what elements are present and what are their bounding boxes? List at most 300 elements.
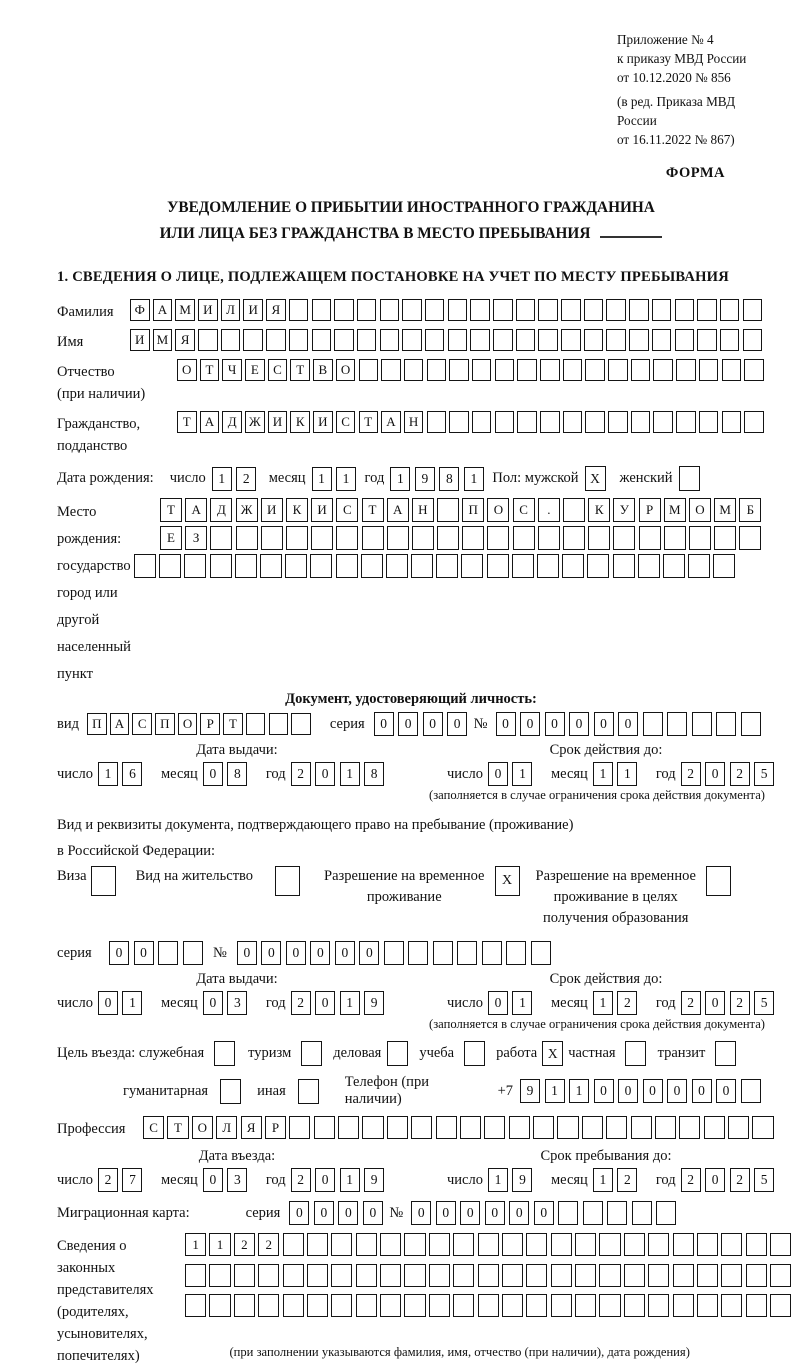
- form-cell[interactable]: [433, 941, 453, 965]
- purpose-other-checkbox[interactable]: [298, 1079, 319, 1104]
- form-cell[interactable]: [516, 299, 536, 321]
- form-cell[interactable]: 3: [227, 1168, 247, 1192]
- form-cell[interactable]: Т: [223, 713, 243, 735]
- form-cell[interactable]: [652, 299, 672, 321]
- form-cell[interactable]: [427, 411, 447, 433]
- form-cell[interactable]: [584, 299, 604, 321]
- form-cell[interactable]: [286, 526, 308, 550]
- form-cell[interactable]: [359, 359, 379, 381]
- form-cell[interactable]: 0: [98, 991, 118, 1015]
- surname-input[interactable]: [130, 299, 765, 321]
- form-cell[interactable]: О: [192, 1116, 213, 1139]
- form-cell[interactable]: Р: [200, 713, 220, 735]
- form-cell[interactable]: А: [153, 299, 173, 321]
- form-cell[interactable]: [269, 713, 289, 735]
- form-cell[interactable]: [472, 411, 492, 433]
- form-cell[interactable]: [198, 329, 218, 351]
- form-cell[interactable]: 0: [488, 762, 508, 786]
- form-cell[interactable]: [470, 299, 490, 321]
- form-cell[interactable]: [449, 359, 469, 381]
- form-cell[interactable]: [721, 1233, 742, 1256]
- form-cell[interactable]: [741, 712, 761, 736]
- form-cell[interactable]: [648, 1294, 669, 1317]
- purpose-tourism-checkbox[interactable]: [301, 1041, 322, 1066]
- form-cell[interactable]: [675, 329, 695, 351]
- form-cell[interactable]: Л: [216, 1116, 237, 1139]
- form-cell[interactable]: [362, 1116, 383, 1139]
- form-cell[interactable]: [283, 1233, 304, 1256]
- form-cell[interactable]: [495, 359, 515, 381]
- form-cell[interactable]: 1: [512, 762, 532, 786]
- form-cell[interactable]: [697, 299, 717, 321]
- form-cell[interactable]: 2: [681, 991, 701, 1015]
- form-cell[interactable]: 2: [681, 1168, 701, 1192]
- form-cell[interactable]: Б: [739, 498, 761, 522]
- form-cell[interactable]: [697, 1264, 718, 1287]
- form-cell[interactable]: [429, 1294, 450, 1317]
- form-cell[interactable]: [629, 299, 649, 321]
- form-cell[interactable]: 8: [227, 762, 247, 786]
- form-cell[interactable]: [599, 1264, 620, 1287]
- id-valid-year-input[interactable]: [681, 762, 779, 786]
- form-cell[interactable]: [516, 329, 536, 351]
- form-cell[interactable]: С: [268, 359, 288, 381]
- form-cell[interactable]: 6: [122, 762, 142, 786]
- id-kind-input[interactable]: [87, 713, 314, 735]
- id-issue-day-input[interactable]: [98, 762, 147, 786]
- form-cell[interactable]: 0: [423, 712, 443, 736]
- form-cell[interactable]: 2: [291, 1168, 311, 1192]
- form-cell[interactable]: [558, 1201, 578, 1225]
- form-cell[interactable]: [502, 1264, 523, 1287]
- form-cell[interactable]: Ж: [236, 498, 258, 522]
- form-cell[interactable]: Л: [221, 299, 241, 321]
- form-cell[interactable]: 1: [312, 467, 332, 491]
- form-cell[interactable]: 0: [109, 941, 129, 965]
- form-cell[interactable]: [714, 526, 736, 550]
- purpose-transit-checkbox[interactable]: [715, 1041, 736, 1066]
- mig-series-input[interactable]: [289, 1201, 387, 1225]
- representatives-input-row1[interactable]: [185, 1233, 794, 1256]
- form-cell[interactable]: [653, 411, 673, 433]
- form-cell[interactable]: [692, 712, 712, 736]
- form-cell[interactable]: [331, 1294, 352, 1317]
- form-cell[interactable]: С: [132, 713, 152, 735]
- form-cell[interactable]: [599, 1233, 620, 1256]
- sex-male-checkbox[interactable]: [585, 466, 606, 491]
- form-cell[interactable]: 0: [261, 941, 281, 965]
- form-cell[interactable]: [722, 359, 742, 381]
- form-cell[interactable]: [158, 941, 178, 965]
- form-cell[interactable]: [464, 1041, 485, 1066]
- form-cell[interactable]: [561, 299, 581, 321]
- form-cell[interactable]: [266, 329, 286, 351]
- form-cell[interactable]: [307, 1294, 328, 1317]
- form-cell[interactable]: [679, 466, 700, 491]
- form-cell[interactable]: 0: [485, 1201, 505, 1225]
- form-cell[interactable]: 1: [512, 991, 532, 1015]
- mig-number-input[interactable]: [411, 1201, 681, 1225]
- form-cell[interactable]: [704, 1116, 725, 1139]
- form-cell[interactable]: 8: [364, 762, 384, 786]
- form-cell[interactable]: [387, 1041, 408, 1066]
- form-cell[interactable]: [478, 1294, 499, 1317]
- form-cell[interactable]: 0: [289, 1201, 309, 1225]
- form-cell[interactable]: Т: [290, 359, 310, 381]
- form-cell[interactable]: [331, 1233, 352, 1256]
- form-cell[interactable]: [429, 1233, 450, 1256]
- form-cell[interactable]: [448, 329, 468, 351]
- form-cell[interactable]: [495, 411, 515, 433]
- form-cell[interactable]: 5: [754, 762, 774, 786]
- form-cell[interactable]: [631, 359, 651, 381]
- form-cell[interactable]: 2: [98, 1168, 118, 1192]
- form-cell[interactable]: [412, 526, 434, 550]
- form-cell[interactable]: [689, 526, 711, 550]
- form-cell[interactable]: [220, 1079, 241, 1104]
- form-cell[interactable]: 0: [315, 1168, 335, 1192]
- form-cell[interactable]: [185, 1294, 206, 1317]
- form-cell[interactable]: [551, 1294, 572, 1317]
- form-cell[interactable]: [743, 299, 763, 321]
- form-cell[interactable]: Т: [200, 359, 220, 381]
- representatives-input-row3[interactable]: [185, 1294, 794, 1317]
- form-cell[interactable]: [487, 526, 509, 550]
- form-cell[interactable]: [380, 1294, 401, 1317]
- form-cell[interactable]: [608, 359, 628, 381]
- residence-permit-checkbox[interactable]: [275, 866, 300, 896]
- form-cell[interactable]: [184, 554, 206, 578]
- form-cell[interactable]: [336, 554, 358, 578]
- form-cell[interactable]: [235, 554, 257, 578]
- form-cell[interactable]: [613, 526, 635, 550]
- form-cell[interactable]: [557, 1116, 578, 1139]
- form-cell[interactable]: И: [313, 411, 333, 433]
- form-cell[interactable]: 3: [227, 991, 247, 1015]
- form-cell[interactable]: 9: [364, 991, 384, 1015]
- form-cell[interactable]: 1: [98, 762, 118, 786]
- form-cell[interactable]: [721, 1264, 742, 1287]
- form-cell[interactable]: [183, 941, 203, 965]
- form-cell[interactable]: Ж: [245, 411, 265, 433]
- form-cell[interactable]: [307, 1233, 328, 1256]
- form-cell[interactable]: [356, 1233, 377, 1256]
- form-cell[interactable]: 1: [185, 1233, 206, 1256]
- form-cell[interactable]: [258, 1264, 279, 1287]
- id-issue-year-input[interactable]: [291, 762, 389, 786]
- form-cell[interactable]: И: [130, 329, 150, 351]
- form-cell[interactable]: [697, 1294, 718, 1317]
- form-cell[interactable]: 0: [705, 991, 725, 1015]
- form-cell[interactable]: [214, 1041, 235, 1066]
- form-cell[interactable]: [538, 526, 560, 550]
- form-cell[interactable]: 0: [237, 941, 257, 965]
- form-cell[interactable]: 0: [203, 991, 223, 1015]
- form-cell[interactable]: [185, 1264, 206, 1287]
- form-cell[interactable]: [210, 554, 232, 578]
- form-cell[interactable]: [526, 1233, 547, 1256]
- form-cell[interactable]: [449, 411, 469, 433]
- form-cell[interactable]: 1: [340, 1168, 360, 1192]
- form-cell[interactable]: [526, 1264, 547, 1287]
- form-cell[interactable]: 0: [447, 712, 467, 736]
- form-cell[interactable]: [538, 329, 558, 351]
- form-cell[interactable]: [209, 1264, 230, 1287]
- form-cell[interactable]: 0: [310, 941, 330, 965]
- form-cell[interactable]: [551, 1264, 572, 1287]
- form-cell[interactable]: И: [311, 498, 333, 522]
- form-cell[interactable]: 0: [716, 1079, 736, 1103]
- form-cell[interactable]: 9: [512, 1168, 532, 1192]
- temp-residence-checkbox[interactable]: [495, 866, 520, 896]
- form-cell[interactable]: [607, 1201, 627, 1225]
- form-cell[interactable]: [585, 411, 605, 433]
- form-cell[interactable]: [720, 329, 740, 351]
- temp-residence-edu-checkbox[interactable]: [706, 866, 731, 896]
- form-cell[interactable]: 1: [390, 467, 410, 491]
- form-cell[interactable]: 2: [730, 1168, 750, 1192]
- form-cell[interactable]: Р: [265, 1116, 286, 1139]
- form-cell[interactable]: О: [178, 713, 198, 735]
- form-cell[interactable]: 1: [464, 467, 484, 491]
- res-number-input[interactable]: [237, 941, 556, 965]
- form-cell[interactable]: [667, 712, 687, 736]
- form-cell[interactable]: [234, 1264, 255, 1287]
- form-cell[interactable]: [493, 329, 513, 351]
- form-cell[interactable]: М: [714, 498, 736, 522]
- form-cell[interactable]: Е: [245, 359, 265, 381]
- form-cell[interactable]: 2: [291, 991, 311, 1015]
- form-cell[interactable]: X: [495, 866, 520, 896]
- form-cell[interactable]: [643, 712, 663, 736]
- form-cell[interactable]: 1: [593, 1168, 613, 1192]
- form-cell[interactable]: 0: [436, 1201, 456, 1225]
- form-cell[interactable]: [606, 299, 626, 321]
- form-cell[interactable]: 0: [705, 762, 725, 786]
- form-cell[interactable]: [673, 1264, 694, 1287]
- form-cell[interactable]: Н: [404, 411, 424, 433]
- form-cell[interactable]: [493, 299, 513, 321]
- form-cell[interactable]: Я: [266, 299, 286, 321]
- form-cell[interactable]: [599, 1294, 620, 1317]
- form-cell[interactable]: В: [313, 359, 333, 381]
- form-cell[interactable]: 7: [122, 1168, 142, 1192]
- form-cell[interactable]: [582, 1116, 603, 1139]
- form-cell[interactable]: [770, 1264, 791, 1287]
- form-cell[interactable]: 2: [234, 1233, 255, 1256]
- id-number-input[interactable]: [496, 712, 766, 736]
- citizenship-input[interactable]: [177, 411, 767, 433]
- form-cell[interactable]: М: [153, 329, 173, 351]
- form-cell[interactable]: З: [185, 526, 207, 550]
- form-cell[interactable]: 0: [286, 941, 306, 965]
- form-cell[interactable]: 0: [134, 941, 154, 965]
- form-cell[interactable]: [575, 1233, 596, 1256]
- birth-month-input[interactable]: [312, 467, 361, 491]
- form-cell[interactable]: К: [286, 498, 308, 522]
- form-cell[interactable]: X: [585, 466, 606, 491]
- form-cell[interactable]: X: [542, 1041, 563, 1066]
- form-cell[interactable]: [356, 1264, 377, 1287]
- form-cell[interactable]: 0: [203, 1168, 223, 1192]
- form-cell[interactable]: [312, 299, 332, 321]
- form-cell[interactable]: [404, 1233, 425, 1256]
- form-cell[interactable]: [457, 941, 477, 965]
- form-cell[interactable]: [387, 1116, 408, 1139]
- form-cell[interactable]: Т: [359, 411, 379, 433]
- form-cell[interactable]: [655, 1116, 676, 1139]
- form-cell[interactable]: 1: [336, 467, 356, 491]
- form-cell[interactable]: [513, 526, 535, 550]
- form-cell[interactable]: 0: [545, 712, 565, 736]
- form-cell[interactable]: [716, 712, 736, 736]
- form-cell[interactable]: О: [689, 498, 711, 522]
- form-cell[interactable]: С: [513, 498, 535, 522]
- entry-year-input[interactable]: [291, 1168, 389, 1192]
- form-cell[interactable]: [744, 359, 764, 381]
- form-cell[interactable]: [631, 411, 651, 433]
- form-cell[interactable]: [624, 1264, 645, 1287]
- form-cell[interactable]: 0: [359, 941, 379, 965]
- form-cell[interactable]: Д: [210, 498, 232, 522]
- form-cell[interactable]: Д: [222, 411, 242, 433]
- form-cell[interactable]: [509, 1116, 530, 1139]
- form-cell[interactable]: 1: [593, 991, 613, 1015]
- form-cell[interactable]: 1: [212, 467, 232, 491]
- form-cell[interactable]: [386, 554, 408, 578]
- form-cell[interactable]: 1: [340, 991, 360, 1015]
- form-cell[interactable]: [411, 554, 433, 578]
- form-cell[interactable]: [380, 1264, 401, 1287]
- form-cell[interactable]: А: [387, 498, 409, 522]
- form-cell[interactable]: [624, 1233, 645, 1256]
- form-cell[interactable]: [673, 1294, 694, 1317]
- form-cell[interactable]: [526, 1294, 547, 1317]
- form-cell[interactable]: О: [336, 359, 356, 381]
- form-cell[interactable]: 9: [364, 1168, 384, 1192]
- form-cell[interactable]: [538, 299, 558, 321]
- id-issue-month-input[interactable]: [203, 762, 252, 786]
- form-cell[interactable]: А: [110, 713, 130, 735]
- form-cell[interactable]: [706, 866, 731, 896]
- form-cell[interactable]: 2: [236, 467, 256, 491]
- form-cell[interactable]: [283, 1294, 304, 1317]
- form-cell[interactable]: [384, 941, 404, 965]
- form-cell[interactable]: [425, 299, 445, 321]
- form-cell[interactable]: [357, 329, 377, 351]
- form-cell[interactable]: [540, 411, 560, 433]
- form-cell[interactable]: 2: [291, 762, 311, 786]
- res-issue-month-input[interactable]: [203, 991, 252, 1015]
- form-cell[interactable]: 0: [398, 712, 418, 736]
- form-cell[interactable]: [663, 554, 685, 578]
- form-cell[interactable]: [728, 1116, 749, 1139]
- form-cell[interactable]: 5: [754, 991, 774, 1015]
- form-cell[interactable]: [563, 526, 585, 550]
- form-cell[interactable]: П: [462, 498, 484, 522]
- form-cell[interactable]: [478, 1233, 499, 1256]
- form-cell[interactable]: М: [175, 299, 195, 321]
- birth-day-input[interactable]: [212, 467, 261, 491]
- purpose-business-checkbox[interactable]: [387, 1041, 408, 1066]
- form-cell[interactable]: [608, 411, 628, 433]
- form-cell[interactable]: 2: [681, 762, 701, 786]
- form-cell[interactable]: [159, 554, 181, 578]
- form-cell[interactable]: [770, 1294, 791, 1317]
- birth-place-input-row3[interactable]: [134, 554, 739, 578]
- form-cell[interactable]: 1: [122, 991, 142, 1015]
- res-series-input[interactable]: [109, 941, 207, 965]
- form-cell[interactable]: С: [336, 411, 356, 433]
- form-cell[interactable]: [746, 1233, 767, 1256]
- form-cell[interactable]: [285, 554, 307, 578]
- form-cell[interactable]: [679, 1116, 700, 1139]
- form-cell[interactable]: 1: [209, 1233, 230, 1256]
- form-cell[interactable]: [653, 359, 673, 381]
- form-cell[interactable]: [387, 526, 409, 550]
- form-cell[interactable]: [606, 329, 626, 351]
- form-cell[interactable]: С: [143, 1116, 164, 1139]
- form-cell[interactable]: [448, 299, 468, 321]
- form-cell[interactable]: Я: [241, 1116, 262, 1139]
- form-cell[interactable]: О: [487, 498, 509, 522]
- form-cell[interactable]: 1: [545, 1079, 565, 1103]
- form-cell[interactable]: [715, 1041, 736, 1066]
- name-input[interactable]: [130, 329, 765, 351]
- form-cell[interactable]: 1: [593, 762, 613, 786]
- form-cell[interactable]: [381, 359, 401, 381]
- form-cell[interactable]: [720, 299, 740, 321]
- form-cell[interactable]: [752, 1116, 773, 1139]
- form-cell[interactable]: [632, 1201, 652, 1225]
- form-cell[interactable]: 1: [569, 1079, 589, 1103]
- form-cell[interactable]: [656, 1201, 676, 1225]
- form-cell[interactable]: А: [381, 411, 401, 433]
- form-cell[interactable]: 0: [315, 762, 335, 786]
- form-cell[interactable]: [517, 359, 537, 381]
- form-cell[interactable]: [648, 1264, 669, 1287]
- form-cell[interactable]: [260, 554, 282, 578]
- res-issue-day-input[interactable]: [98, 991, 147, 1015]
- form-cell[interactable]: [453, 1294, 474, 1317]
- form-cell[interactable]: [436, 554, 458, 578]
- form-cell[interactable]: [243, 329, 263, 351]
- patronymic-input[interactable]: [177, 359, 767, 381]
- form-cell[interactable]: [540, 359, 560, 381]
- res-valid-month-input[interactable]: [593, 991, 642, 1015]
- form-cell[interactable]: [551, 1233, 572, 1256]
- form-cell[interactable]: 1: [617, 762, 637, 786]
- form-cell[interactable]: [357, 299, 377, 321]
- form-cell[interactable]: 0: [594, 712, 614, 736]
- form-cell[interactable]: 1: [340, 762, 360, 786]
- form-cell[interactable]: [437, 498, 459, 522]
- form-cell[interactable]: [91, 866, 116, 896]
- form-cell[interactable]: [289, 299, 309, 321]
- form-cell[interactable]: [639, 526, 661, 550]
- form-cell[interactable]: [461, 554, 483, 578]
- form-cell[interactable]: П: [87, 713, 107, 735]
- form-cell[interactable]: М: [664, 498, 686, 522]
- res-valid-year-input[interactable]: [681, 991, 779, 1015]
- form-cell[interactable]: [531, 941, 551, 965]
- entry-month-input[interactable]: [203, 1168, 252, 1192]
- form-cell[interactable]: [652, 329, 672, 351]
- form-cell[interactable]: [713, 554, 735, 578]
- id-valid-day-input[interactable]: [488, 762, 537, 786]
- form-cell[interactable]: [638, 554, 660, 578]
- form-cell[interactable]: [585, 359, 605, 381]
